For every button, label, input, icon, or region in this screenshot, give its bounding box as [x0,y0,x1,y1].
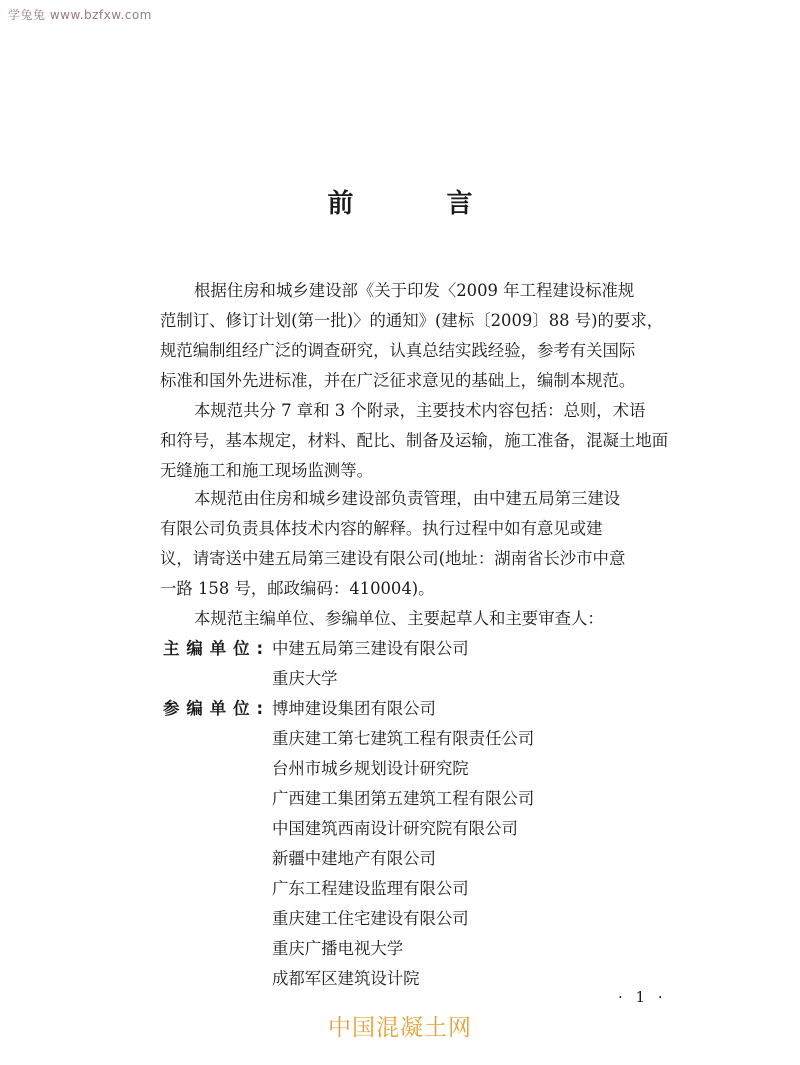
participating-unit: 广西建工集团第五建筑工程有限公司 [272,789,535,808]
paragraph-1 [160,276,695,396]
participating-unit: 广东工程建设监理有限公司 [272,879,469,898]
page-title: 前 言 [327,189,515,219]
text-line: 和符号，基本规定，材料、配比、制备及运输，施工准备，混凝土地面 [160,431,669,450]
participating-unit: 新疆中建地产有限公司 [272,849,436,868]
page-number: · 1 · [618,988,667,1006]
participating-unit: 博坤建设集团有限公司 [272,699,436,718]
chief-unit: 重庆大学 [272,669,338,688]
participating-unit: 成都军区建筑设计院 [272,969,420,988]
text-line: 一路 158 号，邮政编码：410004)。 [160,579,435,598]
text-line: 本规范由住房和城乡建设部负责管理，由中建五局第三建设 [194,489,621,508]
paragraph-4 [160,604,695,634]
text-line: 无缝施工和施工现场监测等。 [160,461,374,480]
participating-unit: 台州市城乡规划设计研究院 [272,759,469,778]
participating-unit: 中国建筑西南设计研究院有限公司 [272,819,518,838]
text-line: 标准和国外先进标准，并在广泛征求意见的基础上，编制本规范。 [160,371,636,390]
footer-watermark: 中国混凝土网 [328,1015,472,1041]
site-watermark: 学兔兔 www.bzfxw.com [8,8,152,22]
chief-unit: 中建五局第三建设有限公司 [272,639,469,658]
paragraph-3 [160,484,695,604]
participating-unit: 重庆建工第七建筑工程有限责任公司 [272,729,535,748]
chief-units-label: 主编单位: [163,639,271,658]
paragraph-2 [160,396,695,486]
participating-unit: 重庆建工住宅建设有限公司 [272,909,469,928]
text-line: 规范编制组经广泛的调查研究，认真总结实践经验，参考有关国际 [160,341,636,360]
text-line: 范制订、修订计划(第一批)〉的通知》(建标〔2009〕88 号)的要求， [160,311,664,330]
text-line: 根据住房和城乡建设部《关于印发〈2009 年工程建设标准规 [194,281,635,300]
text-line: 本规范主编单位、参编单位、主要起草人和主要审查人： [194,609,604,628]
text-line: 有限公司负责具体技术内容的解释。执行过程中如有意见或建 [160,519,603,538]
participating-units-label: 参编单位: [163,699,271,718]
text-line: 本规范共分 7 章和 3 个附录，主要技术内容包括：总则，术语 [194,401,646,420]
text-line: 议，请寄送中建五局第三建设有限公司(地址：湖南省长沙市中意 [160,549,626,568]
participating-unit: 重庆广播电视大学 [272,939,404,958]
